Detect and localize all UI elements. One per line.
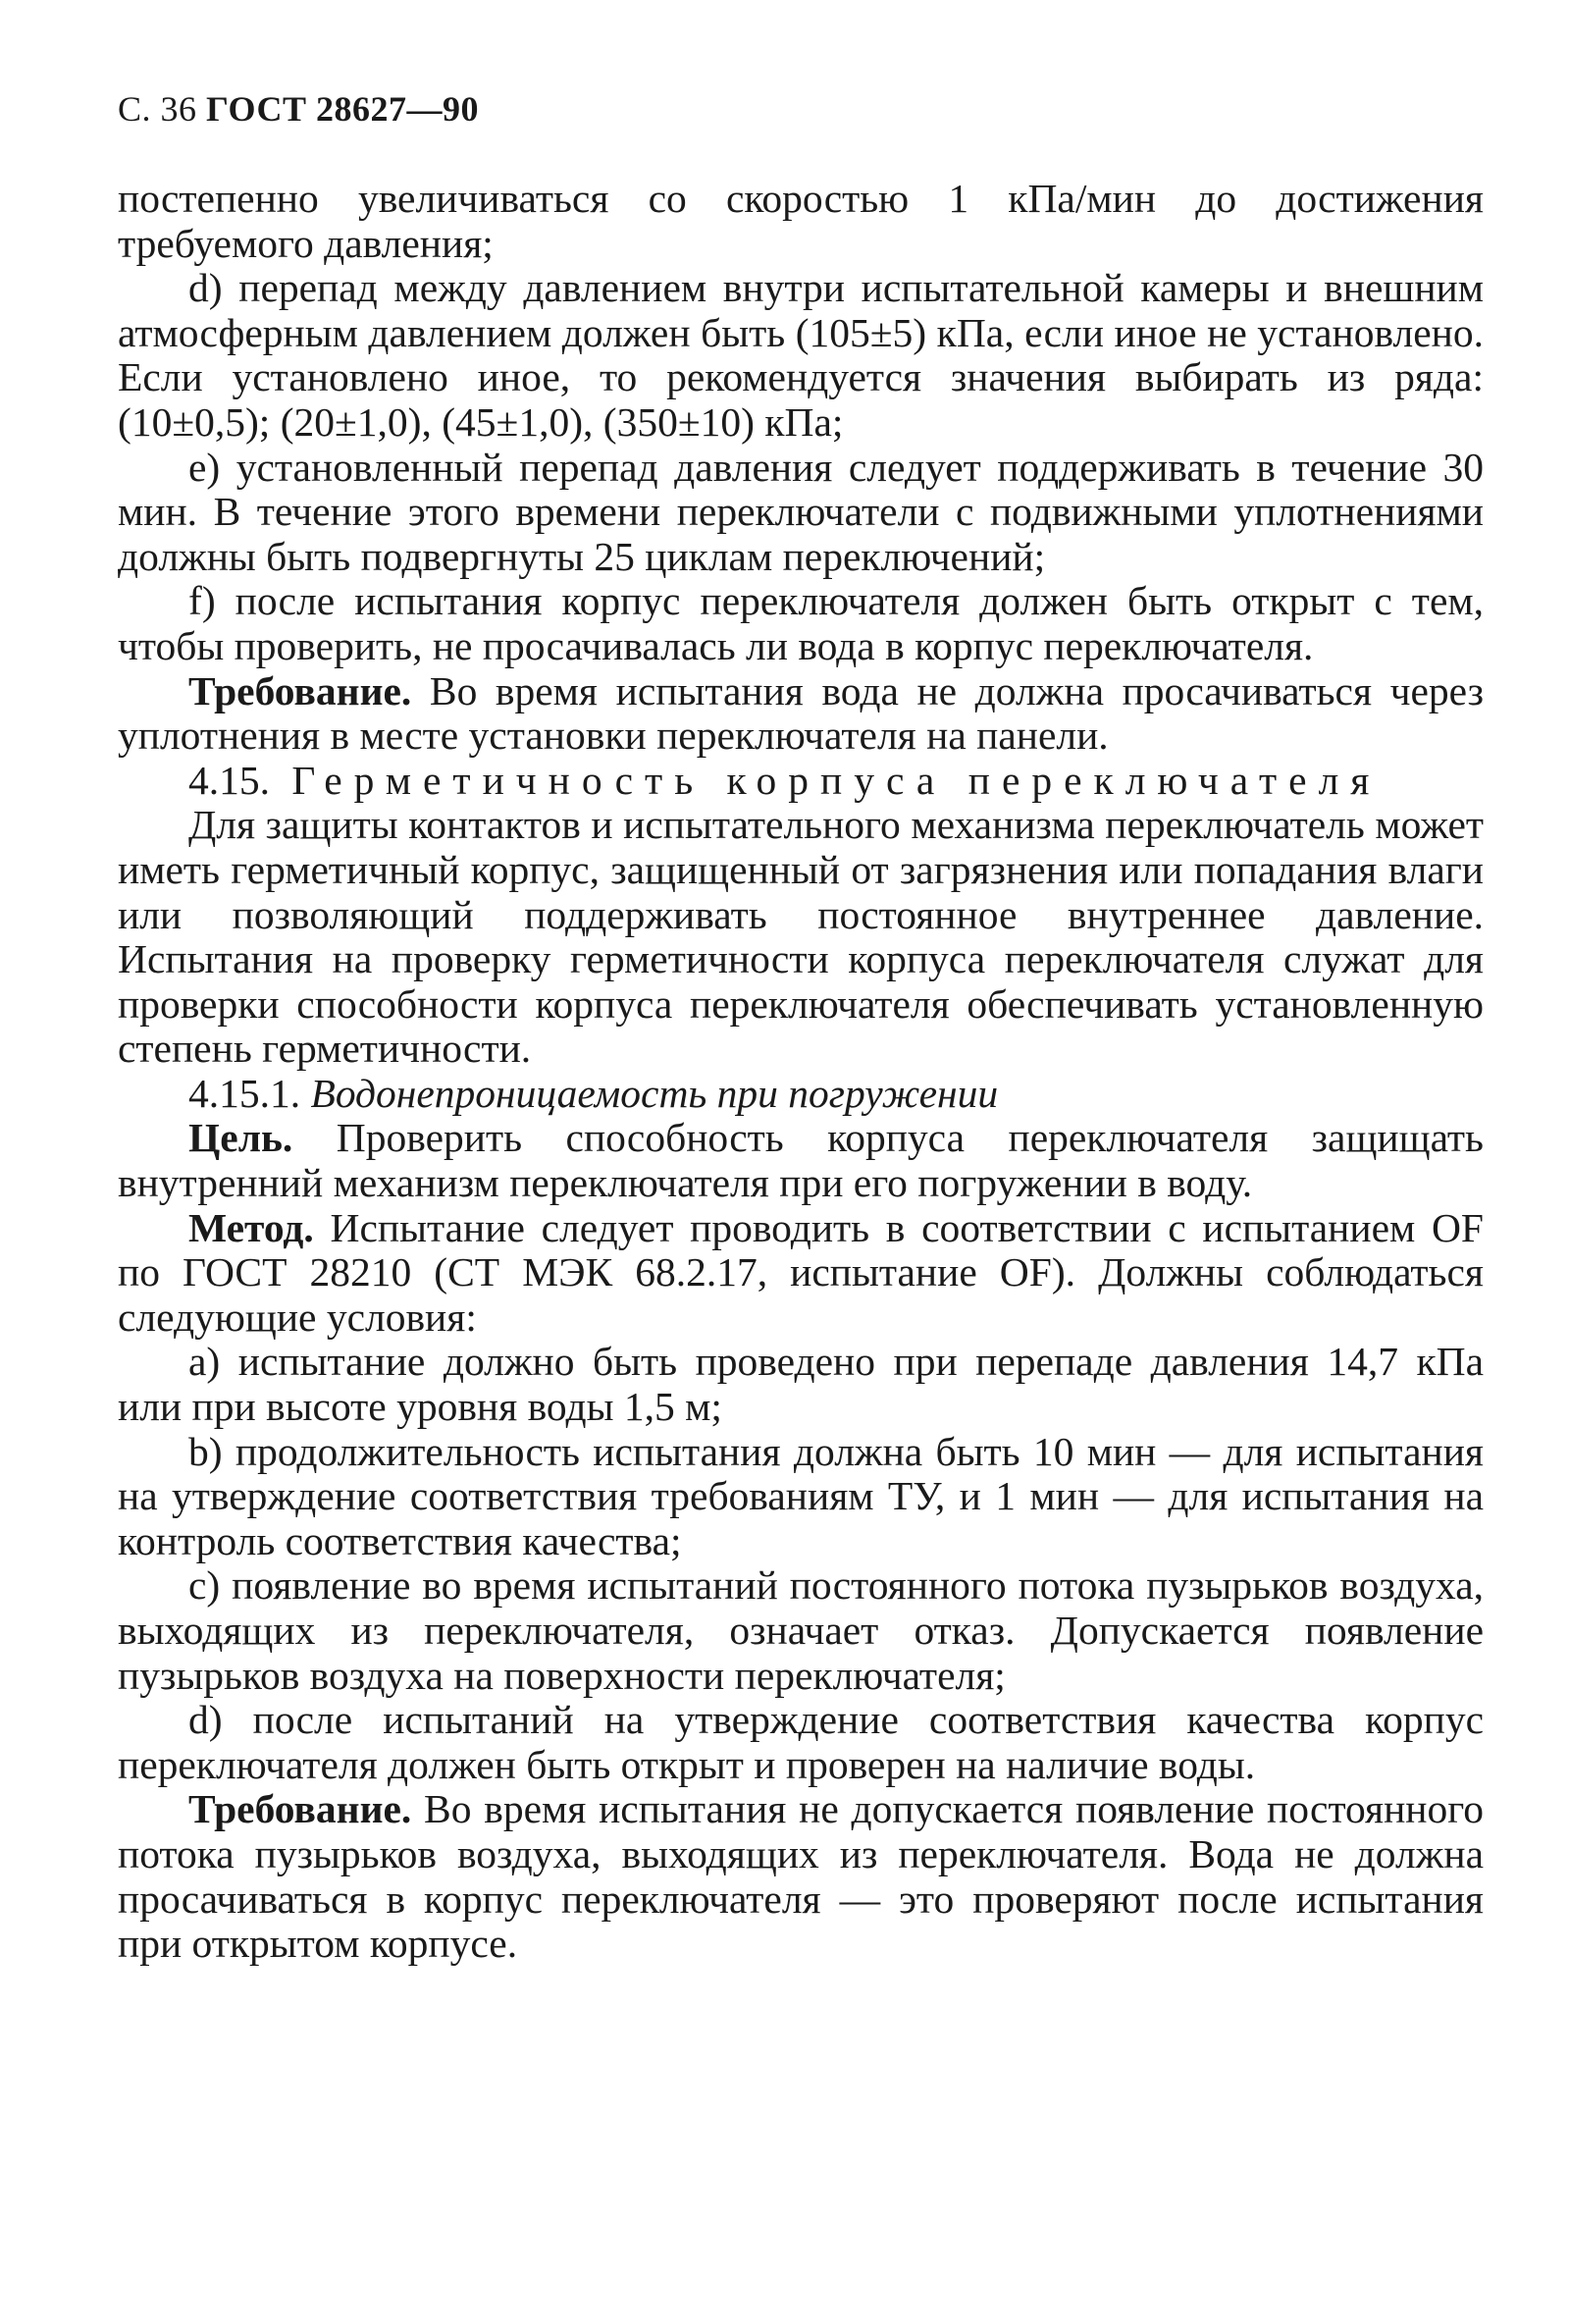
list-item-e: е) установленный перепад давления следует поддерживать в течение 30 мин. В течение этого времени переключатели с подвижными уплотнениями должны быть подвергнуты 25 циклам переключений; (118, 444, 1484, 579)
method-text: Испытание следует проводить в соответствии с испытанием OF по ГОСТ 28210 (СТ МЭК 68.2.17, испытание OF). Должны соблюдаться следующие условия: (118, 1204, 1484, 1340)
method-label: Метод. (188, 1204, 314, 1250)
section-number: 4.15. (188, 757, 270, 803)
section-paragraph: Для защиты контактов и испытательного механизма переключатель может иметь герметичный корпус, защищенный от загрязнения или попадания влаги или позволяющий поддерживать постоянное внутреннее давление. Испытания на проверку герметичности корпуса переключателя служат для проверки способности корпуса переключателя обеспечивать установленную степень герметичности. (118, 802, 1484, 1072)
page-number: С. 36 (118, 89, 197, 129)
requirement-label: Требование. (188, 1786, 412, 1832)
method-paragraph (118, 1206, 1484, 1341)
condition-b: b) продолжительность испытания должна быть 10 мин — для испытания на утверждение соответствия требованиям ТУ, и 1 мин — для испытания на контроль соответствия качества; (118, 1428, 1484, 1563)
condition-d: d) после испытаний на утверждение соответствия качества корпус переключателя должен быть открыт и проверен на наличие воды. (118, 1697, 1484, 1787)
document-code: ГОСТ 28627—90 (206, 89, 479, 129)
requirement-label: Требование. (188, 667, 412, 713)
requirement-text: Во время испытания вода не должна просачиваться через уплотнения в месте установки переключателя на панели. (118, 667, 1484, 759)
document-body (118, 177, 1484, 1967)
section-heading-4-15 (118, 759, 1484, 804)
list-item-f: f) после испытания корпус переключателя должен быть открыт с тем, чтобы проверить, не просачивалась ли вода в корпус переключателя. (118, 578, 1484, 668)
page-header (118, 88, 479, 130)
goal-paragraph (118, 1116, 1484, 1205)
list-item-d: d) перепад между давлением внутри испытательной камеры и внешним атмосферным давлением должен быть (105±5) кПа, если иное не установлено. Если установлено иное, то рекомендуется значения выбирать из ряда: (10±0,5); (20±1,0), (45±1,0), (350±10) кПа; (118, 265, 1484, 445)
requirement-paragraph-final (118, 1787, 1484, 1966)
goal-text: Проверить способность корпуса переключателя защищать внутренний механизм переключателя при его погружении в воду. (118, 1115, 1484, 1206)
requirement-text: Во время испытания не допускается появление постоянного потока пузырьков воздуха, выходящих из переключателя. Вода не должна просачиваться в корпус переключателя — это проверяют после испытания при открытом корпусе. (118, 1786, 1484, 1967)
subsection-title: Водонепроницаемость при погружении (300, 1070, 999, 1116)
subsection-heading-4-15-1 (118, 1072, 1484, 1117)
condition-c: с) появление во время испытаний постоянного потока пузырьков воздуха, выходящих из переключателя, означает отказ. Допускается появление пузырьков воздуха на поверхности переключателя; (118, 1562, 1484, 1698)
condition-a: а) испытание должно быть проведено при перепаде давления 14,7 кПа или при высоте уровня воды 1,5 м; (118, 1339, 1484, 1430)
paragraph-continuation: постепенно увеличиваться со скоростью 1 кПа/мин до достижения требуемого давления; (118, 176, 1484, 266)
section-title: Герметичность корпуса переключателя (270, 757, 1382, 803)
subsection-number: 4.15.1. (188, 1070, 301, 1116)
requirement-paragraph (118, 669, 1484, 759)
goal-label: Цель. (188, 1115, 293, 1161)
